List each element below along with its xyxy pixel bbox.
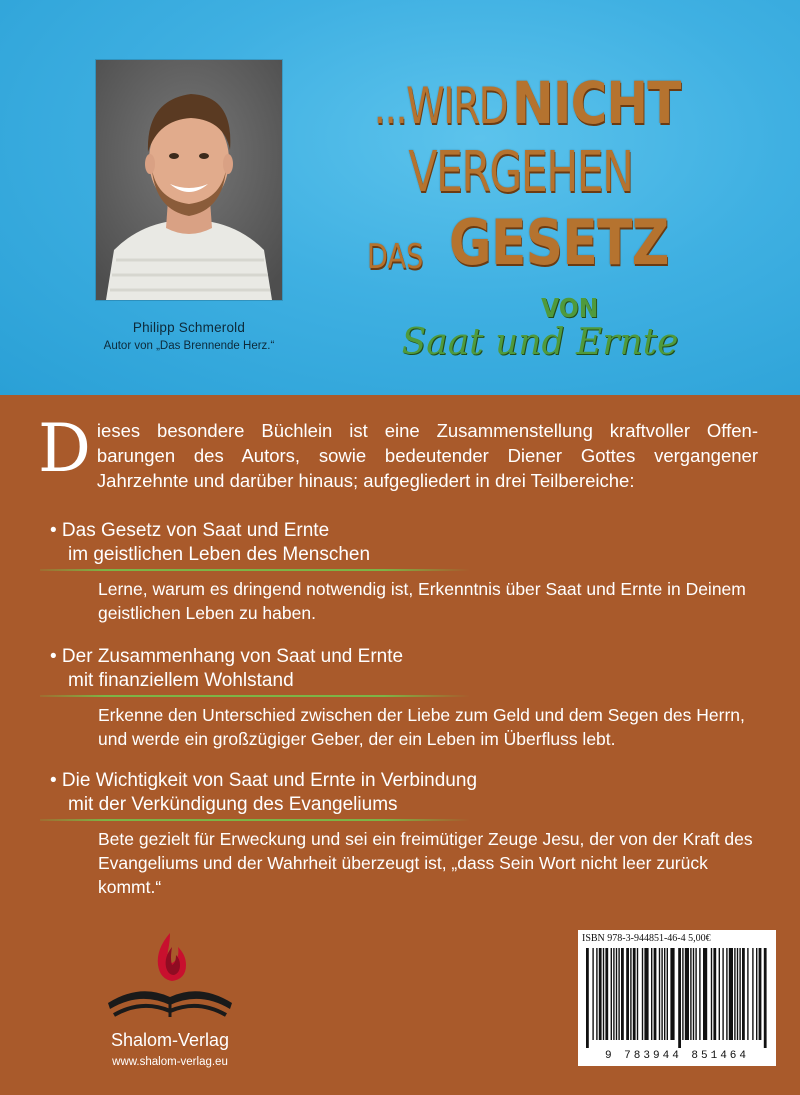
title-line-2 bbox=[360, 140, 680, 205]
title-subtitle-saat-und-ernte: Saat und Ernte bbox=[401, 322, 679, 363]
author-portrait-image bbox=[96, 60, 282, 300]
section-3-divider bbox=[40, 819, 470, 821]
title-line-3 bbox=[355, 206, 695, 279]
author-name: Philipp Schmerold bbox=[132, 320, 246, 335]
barcode-bar bbox=[592, 948, 593, 1040]
barcode-bar bbox=[667, 948, 668, 1040]
barcode-bar bbox=[711, 948, 712, 1040]
barcode-bar bbox=[734, 948, 735, 1040]
intro-dropcap: D bbox=[38, 410, 91, 487]
barcode-bar bbox=[618, 948, 619, 1040]
barcode-bar bbox=[637, 948, 638, 1040]
barcode-digits: 9 783944 851464 bbox=[604, 1050, 750, 1062]
section-1-body: Lerne, warum es dringend notwendig ist, Erkenntnis über Saat und Ernte in Deinem geistlichen Leben zu haben. bbox=[98, 579, 746, 623]
section-2-heading-line-2: mit finanziellem Wohlstand bbox=[68, 670, 294, 691]
barcode-bar bbox=[664, 948, 665, 1040]
barcode-bar bbox=[685, 948, 689, 1040]
barcode-bar bbox=[586, 948, 589, 1048]
barcode-bar bbox=[596, 948, 597, 1040]
section-2-body: Erkenne den Unterschied zwischen der Liebe zum Geld und dem Segen des Herrn, und werde ein großzügiger Geber, der ein Leben im Überfluss lebt. bbox=[98, 705, 745, 749]
barcode-bar bbox=[699, 948, 700, 1040]
intro-paragraph bbox=[38, 410, 758, 493]
barcode-bar bbox=[722, 948, 723, 1040]
section-2-divider bbox=[40, 695, 470, 697]
barcode-bar bbox=[713, 948, 716, 1040]
section-2-heading bbox=[50, 645, 403, 693]
section-1-heading bbox=[50, 519, 370, 567]
barcode-bar bbox=[678, 948, 681, 1048]
author-photo bbox=[96, 60, 282, 300]
barcode-bar bbox=[616, 948, 617, 1040]
section-2-heading-line-1: • Der Zusammenhang von Saat und Ernte bbox=[50, 646, 404, 667]
barcode-bar bbox=[693, 948, 694, 1040]
title-emphasis-gesetz: GESETZ bbox=[449, 206, 669, 279]
section-3-heading bbox=[50, 769, 477, 817]
title-line-1 bbox=[322, 69, 722, 137]
barcode-bar bbox=[605, 948, 608, 1040]
barcode-bar bbox=[659, 948, 660, 1040]
author-role: Autor von „Das Brennende Herz.“ bbox=[103, 340, 275, 352]
barcode-bar bbox=[752, 948, 753, 1040]
section-3-body: Bete gezielt für Erweckung und sei ein freimütiger Zeuge Jesu, der von der Kraft des Evangeliums und der Wahrheit überzeugt ist, „dass Sein Wort nicht leer zurück kommt.“ bbox=[98, 829, 753, 897]
barcode-bar bbox=[690, 948, 691, 1040]
title-line-4 bbox=[510, 296, 630, 322]
barcode-bar bbox=[739, 948, 740, 1040]
publisher-name: Shalom-Verlag bbox=[110, 1030, 230, 1050]
section-3-heading-line-2: mit der Verkündigung des Evangeliums bbox=[68, 794, 398, 815]
title-emphasis-nicht: NICHT bbox=[512, 69, 681, 137]
isbn-label: ISBN 978-3-944851-46-4 5,00€ bbox=[582, 933, 711, 944]
barcode-bar bbox=[759, 948, 762, 1040]
publisher-flame-book-logo bbox=[100, 925, 240, 1025]
barcode-bar bbox=[719, 948, 720, 1040]
barcode-bar bbox=[633, 948, 636, 1040]
title-prefix-das: DAS bbox=[367, 237, 424, 277]
intro-text: ieses besondere Büchlein ist eine Zusammenstellung kraftvoller Offen- barungen des Autors, sowie bedeutender Diener Gottes vergangener Jahrzehnte und darüber hinaus; aufgegliedert in drei Teilbereiche: bbox=[96, 420, 758, 491]
barcode-bar bbox=[613, 948, 614, 1040]
barcode-bar bbox=[644, 948, 648, 1040]
barcode-bar bbox=[764, 948, 767, 1048]
barcode-bar bbox=[737, 948, 738, 1040]
isbn-barcode bbox=[578, 930, 776, 1066]
title-vergehen: VERGEHEN bbox=[407, 140, 633, 205]
barcode-bar bbox=[651, 948, 652, 1040]
barcode-bar bbox=[642, 948, 643, 1040]
barcode-bar bbox=[630, 948, 631, 1040]
barcode-bar bbox=[621, 948, 624, 1040]
barcode-bar bbox=[742, 948, 745, 1040]
barcode-bar bbox=[603, 948, 604, 1040]
publisher-url[interactable]: www.shalom-verlag.eu bbox=[112, 1056, 228, 1068]
section-1-divider bbox=[40, 569, 470, 571]
title-prefix-wird: ...WIRD bbox=[373, 77, 507, 135]
barcode-bar bbox=[670, 948, 674, 1040]
barcode-bars bbox=[584, 948, 770, 1048]
barcode-bar bbox=[654, 948, 657, 1040]
barcode-bar bbox=[682, 948, 683, 1040]
barcode-bar bbox=[611, 948, 612, 1040]
barcode-bar bbox=[626, 948, 629, 1040]
barcode-bar bbox=[729, 948, 733, 1040]
section-1-heading-line-2: im geistlichen Leben des Menschen bbox=[68, 544, 371, 565]
barcode-bar bbox=[599, 948, 602, 1040]
barcode-bar bbox=[726, 948, 727, 1040]
barcode-bar bbox=[756, 948, 757, 1040]
barcode-bar bbox=[661, 948, 662, 1040]
barcode-bar bbox=[747, 948, 748, 1040]
title-von: VON bbox=[541, 294, 599, 324]
section-1-heading-line-1: • Das Gesetz von Saat und Ernte bbox=[50, 520, 330, 541]
barcode-bar bbox=[703, 948, 707, 1040]
section-3-heading-line-1: • Die Wichtigkeit von Saat und Ernte in Verbindung bbox=[50, 770, 478, 791]
barcode-bar bbox=[695, 948, 696, 1040]
